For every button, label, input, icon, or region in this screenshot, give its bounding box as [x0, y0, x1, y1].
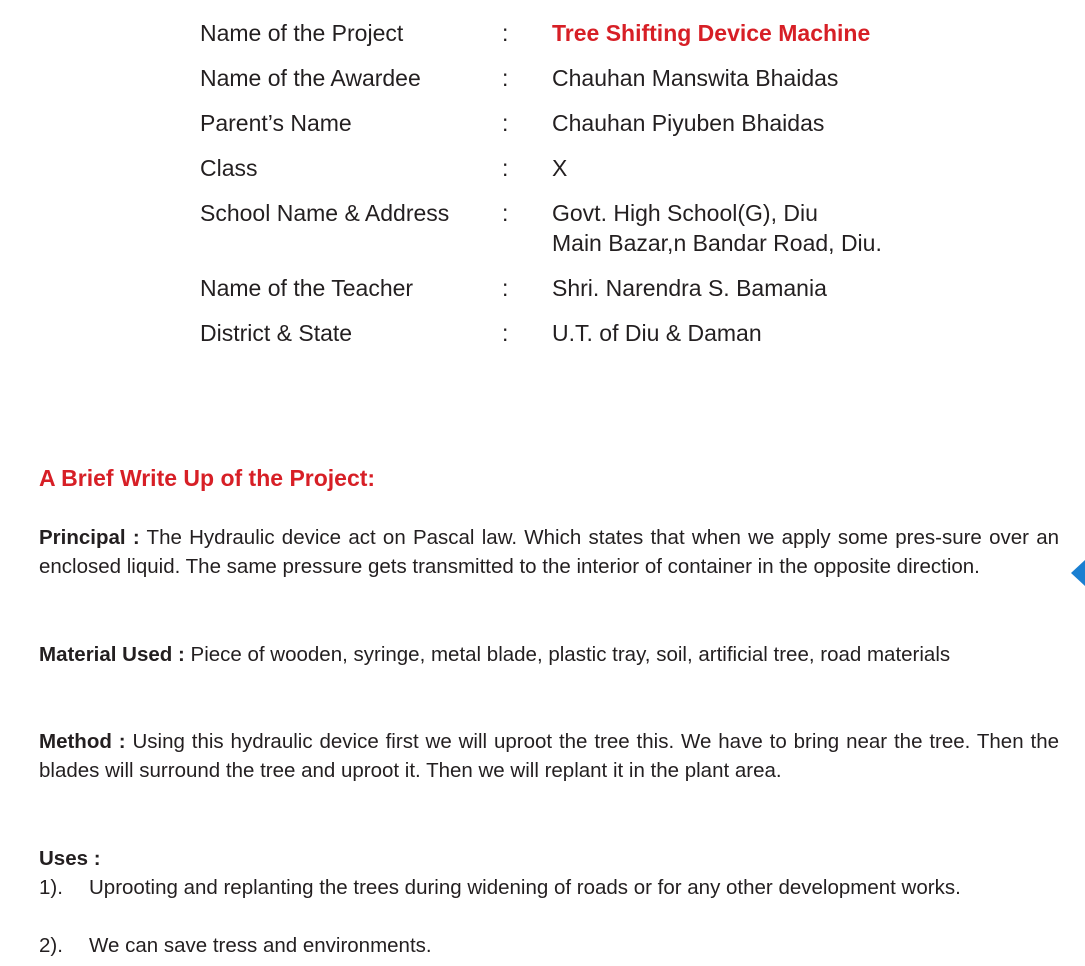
- info-value: Govt. High School(G), Diu: [552, 200, 818, 226]
- list-text: We can save tress and environments.: [89, 934, 432, 957]
- info-colon: :: [502, 200, 509, 226]
- info-colon: :: [502, 275, 509, 301]
- material-text: Piece of wooden, syringe, metal blade, plastic tray, soil, artificial tree, road materials: [184, 643, 951, 666]
- info-value-line2: Main Bazar,n Bandar Road, Diu.: [552, 230, 882, 256]
- info-colon: :: [502, 320, 509, 346]
- info-label: Name of the Teacher: [200, 275, 414, 301]
- list-number: 1).: [39, 876, 63, 899]
- section-title: A Brief Write Up of the Project:: [39, 465, 376, 491]
- method-label: Method :: [39, 730, 126, 753]
- info-label: Name of the Awardee: [200, 65, 421, 91]
- info-value: U.T. of Diu & Daman: [552, 320, 762, 346]
- principal-label: Principal :: [39, 526, 140, 549]
- info-label: Name of the Project: [200, 20, 404, 46]
- info-label: District & State: [200, 320, 353, 346]
- triangle-left-icon: [1071, 560, 1085, 586]
- info-value: Shri. Narendra S. Bamania: [552, 275, 827, 301]
- info-label: Parent’s Name: [200, 110, 352, 136]
- method-text: Using this hydraulic device first we will uproot the tree this. We have to bring near the tree. Then the blades will surround the tree and uproot it. Then we will replant it in the plant area.: [39, 730, 1059, 782]
- info-colon: :: [502, 65, 509, 91]
- info-colon: :: [502, 110, 509, 136]
- uses-heading: Uses :: [39, 847, 101, 870]
- material-paragraph: [39, 640, 1059, 669]
- info-colon: :: [502, 155, 509, 181]
- principal-text: The Hydraulic device act on Pascal law. Which states that when we apply some pres-sure over an enclosed liquid. The same pressure gets transmitted to the interior of container in the opposite direction.: [39, 526, 1059, 578]
- list-text: Uprooting and replanting the trees during widening of roads or for any other development works.: [89, 876, 961, 899]
- list-number: 2).: [39, 934, 63, 957]
- project-name: Tree Shifting Device Machine: [552, 20, 871, 46]
- material-label: Material Used :: [39, 643, 185, 666]
- principal-paragraph: [39, 523, 1059, 581]
- info-colon: :: [502, 20, 509, 46]
- info-value: Chauhan Piyuben Bhaidas: [552, 110, 825, 136]
- method-paragraph: [39, 727, 1059, 785]
- info-label: Class: [200, 155, 258, 181]
- info-label: School Name & Address: [200, 200, 450, 226]
- info-value: Chauhan Manswita Bhaidas: [552, 65, 839, 91]
- info-value: X: [552, 155, 568, 181]
